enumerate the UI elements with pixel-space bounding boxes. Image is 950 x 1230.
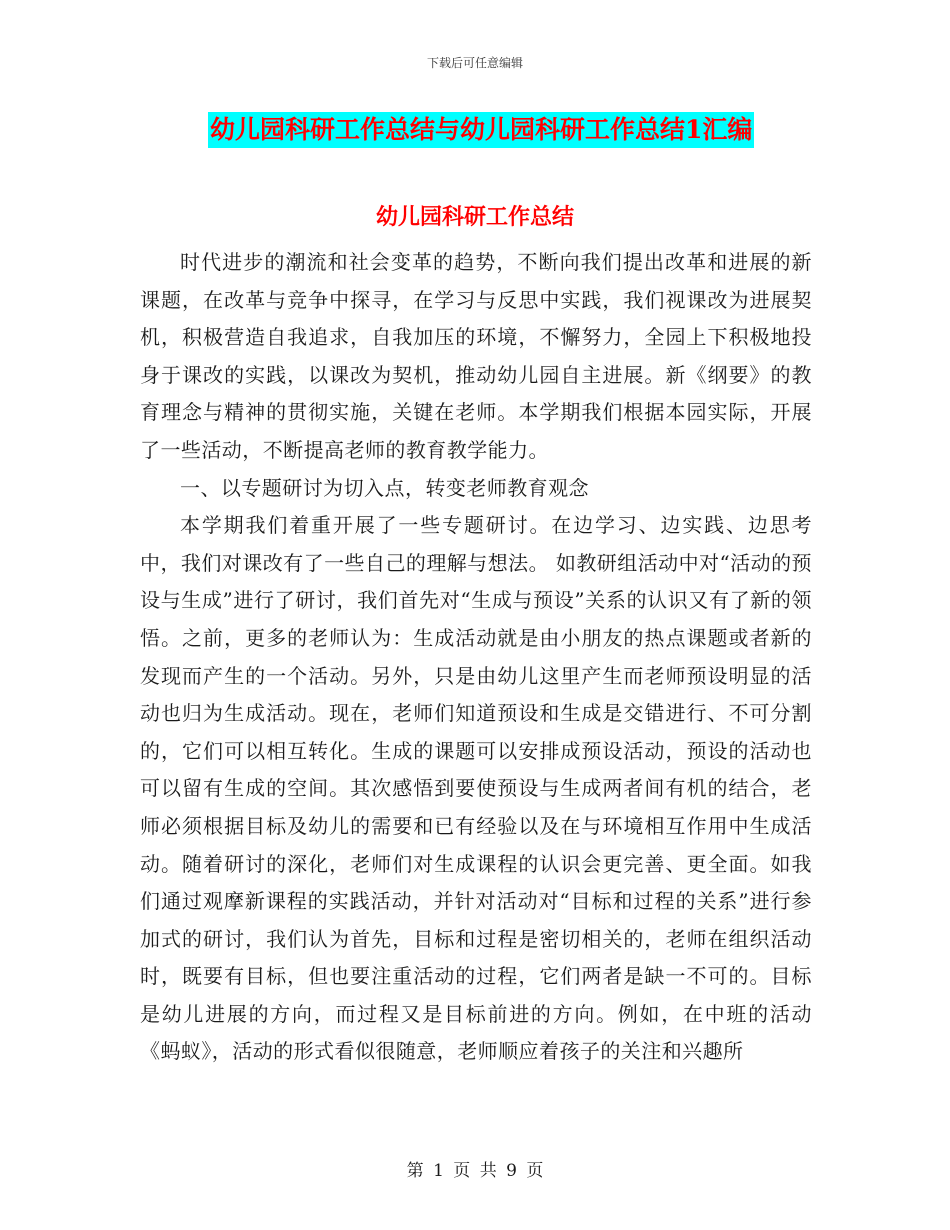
document-title: 幼儿园科研工作总结与幼儿园科研工作总结1汇编	[208, 112, 754, 148]
document-body	[140, 244, 812, 1071]
page-number-footer: 第 1 页 共 9 页	[406, 1161, 544, 1181]
page-header-note: 下载后可任意编辑	[426, 56, 523, 70]
section-title: 幼儿园科研工作总结	[375, 204, 574, 230]
paragraph-body-1: 本学期我们着重开展了一些专题研讨。在边学习、边实践、边思考中，我们对课改有了一些自己的理解与想法。 如教研组活动中对“活动的预设与生成”进行了研讨，我们首先对“生成与预设”关系的认识又有了新的领悟。之前，更多的老师认为：生成活动就是由小朋友的热点课题或者新的发现而产生的一个活动。另外，只是由幼儿这里产生而老师预设明显的活动也归为生成活动。现在，老师们知道预设和生成是交错进行、不可分割的，它们可以相互转化。生成的课题可以安排成预设活动，预设的活动也可以留有生成的空间。其次感悟到要使预设与生成两者间有机的结合，老师必须根据目标及幼儿的需要和已有经验以及在与环境相互作用中生成活动。随着研讨的深化，老师们对生成课程的认识会更完善、更全面。如我们通过观摩新课程的实践活动，并针对活动对“目标和过程的关系”进行参加式的研讨，我们认为首先，目标和过程是密切相关的，老师在组织活动时，既要有目标，但也要注重活动的过程，它们两者是缺一不可的。目标是幼儿进展的方向，而过程又是目标前进的方向。例如，在中班的活动《蚂蚁》，活动的形式看似很随意，老师顺应着孩子的关注和兴趣所	[140, 513, 812, 1064]
paragraph-intro: 时代进步的潮流和社会变革的趋势，不断向我们提出改革和进展的新课题，在改革与竞争中探寻，在学习与反思中实践，我们视课改为进展契机，积极营造自我追求，自我加压的环境，不懈努力，全园上下积极地投身于课改的实践，以课改为契机，推动幼儿园自主进展。新《纲要》的教育理念与精神的贯彻实施，关键在老师。本学期我们根据本园实际，开展了一些活动，不断提高老师的教育教学能力。	[140, 250, 812, 462]
paragraph-heading-1: 一、以专题研讨为切入点，转变老师教育观念	[180, 475, 589, 500]
